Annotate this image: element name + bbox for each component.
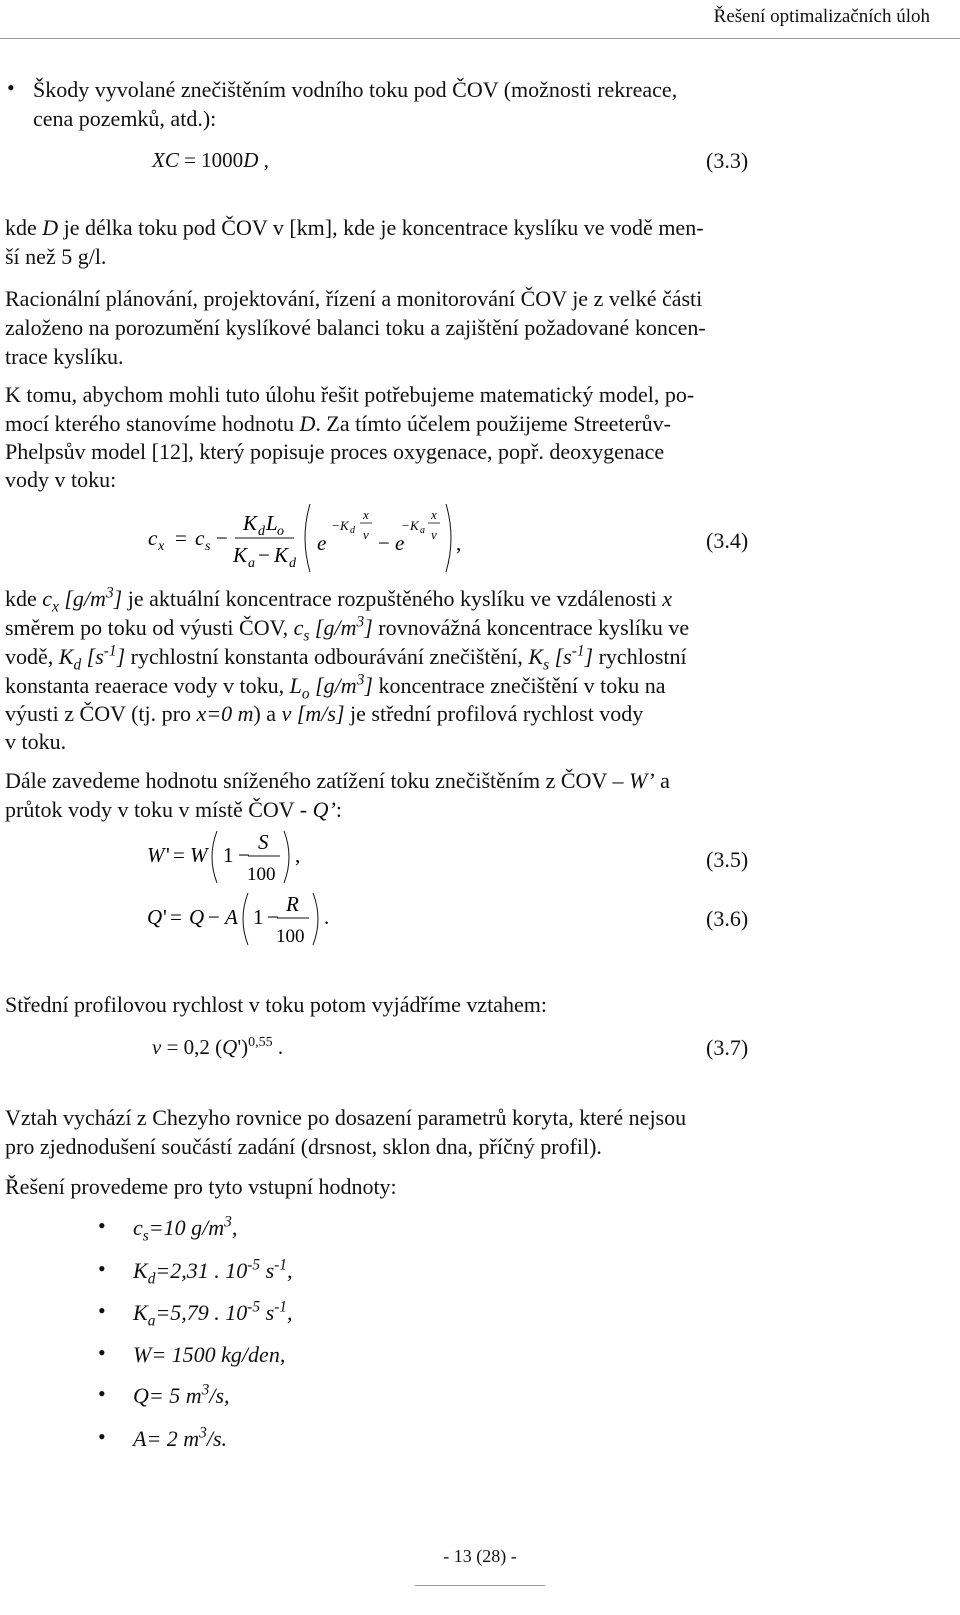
paragraph6-line1: Střední profilovou rychlost v toku potom vyjádříme vztahem: [5, 992, 547, 1017]
paragraph4-line1: kde $c_x$ $[g/m^3]$ je aktuální koncentrace rozpuštěného kyslíku ve vzdálenosti x [5, 584, 673, 616]
list-bullet: • [98, 1256, 106, 1281]
svg-text:−: − [402, 518, 410, 533]
page-number: - 13 (28) - [443, 1546, 517, 1566]
svg-text:S: S [258, 830, 269, 854]
running-header: Řešení optimalizačních úloh [713, 6, 930, 27]
svg-text:100: 100 [276, 926, 305, 947]
svg-text:e: e [395, 531, 405, 555]
paragraph4-line2: směrem po toku od výusti ČOV, $c_s$ $[g/m^3]$ rovnovážná koncentrace kyslíku ve [5, 613, 690, 645]
svg-text:K: K [233, 543, 248, 567]
paragraph4-line3: vodě, $K_d$ $[s^{-1}]$ rychlostní konstanta odbourávání znečištění, $K_s$ $[s^{-1}]$ rychlostní [5, 642, 687, 674]
paragraph7-line1: Vztah vychází z Chezyho rovnice po dosazení parametrů koryta, které nejsou [5, 1105, 687, 1130]
list-item-q: Q= 5 $m^3/s$, [133, 1381, 230, 1408]
paragraph4-line4: konstanta reaerace vody v toku, $L_o$ $[g/m^3]$ koncentrace znečištění v toku na [5, 671, 666, 703]
svg-text:K: K [274, 543, 289, 567]
equation-3-7-exponent: 0,55 [248, 1035, 273, 1050]
paragraph4-line5: výusti z ČOV (tj. pro x=0 m) a v [m/s] je střední profilová rychlost vody [5, 701, 644, 726]
svg-text:Q: Q [147, 905, 163, 929]
svg-text:W: W [190, 843, 208, 867]
list-item-cs: $c_s=10$ $g/m^3$, [133, 1213, 238, 1245]
paragraph3-line2: mocí kterého stanovíme hodnotu D. Za tímto účelem použijeme Streeterův- [5, 411, 671, 436]
svg-text:−: − [216, 526, 228, 550]
list-bullet: • [98, 1381, 106, 1406]
paragraph3-line4: vody v toku: [5, 467, 117, 492]
list-item-kd: $K_d=2,31$ . $10^{-5}$ $s^{-1}$, [133, 1256, 293, 1288]
svg-text:=: = [173, 843, 185, 867]
svg-text:.: . [324, 905, 330, 929]
paragraph3-line3: Phelpsův model [12], který popisuje proces oxygenace, popř. deoxygenace [5, 439, 665, 464]
svg-text:L: L [266, 511, 278, 535]
svg-text:−: − [378, 531, 390, 555]
list-item-a: A= 2 $m^3/s$. [133, 1424, 228, 1451]
svg-text:v: v [363, 527, 369, 542]
paragraph5-line2: průtok vody v toku v místě ČOV - Q’: [5, 797, 342, 822]
svg-text:x: x [431, 507, 437, 522]
bullet1-line1: Škody vyvolané znečištěním vodního toku pod ČOV (možnosti rekreace, [33, 77, 678, 102]
equation-3-5 [145, 825, 345, 885]
footer-rule [415, 1585, 545, 1586]
list-bullet: • [98, 1424, 106, 1449]
paragraph1-line1: kde D je délka toku pod ČOV v [km], kde je koncentrace kyslíku ve vodě men- [5, 215, 704, 240]
paragraph2-line1: Racionální plánování, projektování, řízení a monitorování ČOV je z velké části [5, 286, 703, 311]
header-rule [0, 38, 960, 39]
list-bullet: • [98, 1298, 106, 1323]
svg-text:x: x [363, 507, 369, 522]
svg-text:,: , [295, 843, 301, 867]
svg-text:d: d [350, 525, 355, 536]
svg-text:K: K [410, 518, 419, 533]
svg-text:d: d [289, 556, 296, 571]
svg-text:=: = [175, 526, 187, 550]
svg-text:−: − [332, 518, 340, 533]
svg-text:1: 1 [253, 905, 264, 929]
svg-text:−: − [208, 905, 220, 929]
equation-number-3-3: (3.3) [706, 148, 749, 173]
equation-number-3-5: (3.5) [706, 847, 749, 872]
svg-text:d: d [258, 524, 265, 539]
svg-text:a: a [420, 525, 425, 536]
paragraph5-line1: Dále zavedeme hodnotu sníženého zatížení toku znečištěním z ČOV – W’ a [5, 768, 670, 793]
svg-text:': ' [166, 843, 170, 867]
paragraph3-line1: K tomu, abychom mohli tuto úlohu řešit potřebujeme matematický model, po- [5, 382, 695, 407]
bullet-dot: • [7, 75, 15, 100]
svg-text:K: K [340, 518, 349, 533]
svg-text:1: 1 [223, 843, 234, 867]
svg-text:A: A [225, 905, 238, 929]
equation-3-3: XC = 1000D , [152, 148, 269, 172]
equation-3-4 [140, 500, 480, 575]
svg-text:a: a [248, 556, 255, 571]
svg-text:R: R [286, 892, 299, 916]
svg-text:,: , [456, 531, 462, 555]
paragraph1-line2: ší než 5 g/l. [5, 244, 107, 269]
paragraph7-line2: pro zjednodušení součástí zadání (drsnost, sklon dna, příčný profil). [5, 1134, 602, 1159]
list-bullet: • [98, 1213, 106, 1238]
paragraph8-line1: Řešení provedeme pro tyto vstupní hodnoty: [5, 1174, 397, 1199]
equation-number-3-6: (3.6) [706, 906, 749, 931]
paragraph2-line3: trace kyslíku. [5, 344, 124, 369]
svg-text:−: − [258, 543, 270, 567]
svg-text:K: K [243, 511, 258, 535]
svg-text:100: 100 [247, 864, 276, 885]
list-item-ka: $K_a=5,79$ . $10^{-5}$ $s^{-1}$, [133, 1298, 293, 1330]
equation-number-3-7: (3.7) [706, 1035, 749, 1060]
equation-3-6 [145, 887, 345, 947]
svg-text:o: o [277, 524, 284, 539]
svg-text:Q: Q [189, 905, 205, 929]
list-item-w: W= 1500 kg/den, [133, 1342, 286, 1367]
svg-text:e: e [317, 531, 327, 555]
svg-text:−: − [238, 843, 250, 867]
paragraph4-line6: v toku. [5, 729, 67, 754]
svg-text:c: c [195, 526, 205, 550]
bullet1-line2: cena pozemků, atd.): [33, 106, 217, 131]
svg-text:c: c [148, 526, 158, 550]
svg-text:W: W [147, 843, 165, 867]
svg-text:x: x [158, 539, 165, 554]
equation-number-3-4: (3.4) [706, 528, 749, 553]
svg-text:': ' [163, 905, 167, 929]
equation-3-7: v = 0,2 $(Q')^{0,55}$ . [152, 1035, 284, 1059]
list-bullet: • [98, 1340, 106, 1365]
svg-text:v: v [431, 527, 437, 542]
svg-text:s: s [205, 539, 211, 554]
svg-text:−: − [267, 905, 279, 929]
svg-text:=: = [170, 905, 182, 929]
paragraph2-line2: založeno na porozumění kyslíkové balanci toku a zajištění požadované koncen- [5, 315, 706, 340]
